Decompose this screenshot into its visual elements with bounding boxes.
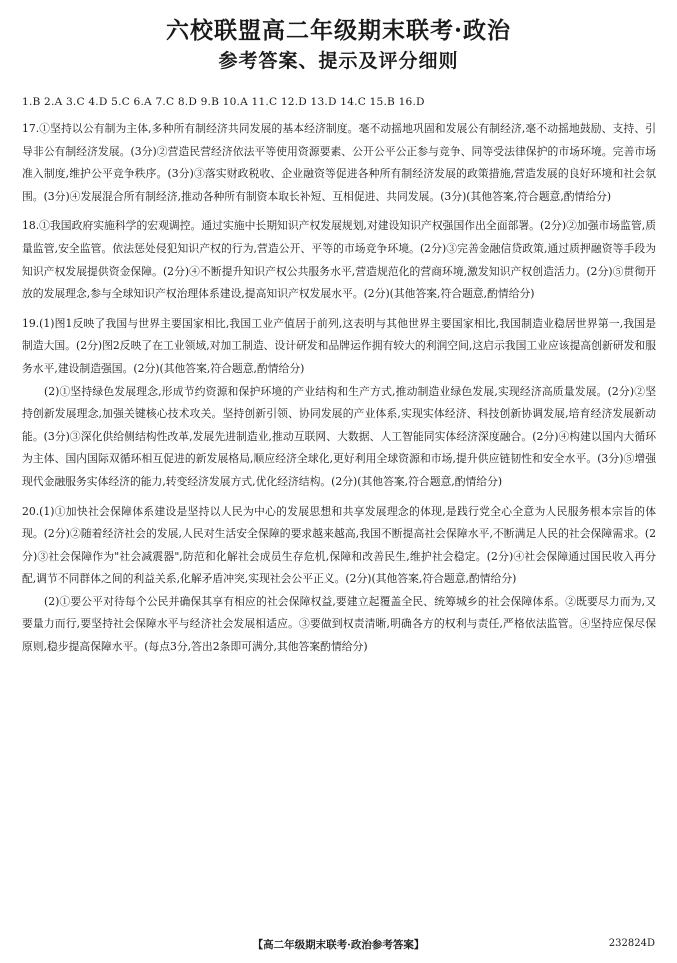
answer-q19-part2: (2)①坚持绿色发展理念,形成节约资源和保护环境的产业结构和生产方式,推动制造业绿色发展,实现经济高质量发展。(2分)②坚持创新发展理念,加强关键核心技术攻关。坚持创新引领、协同发展的产业体系,实现实体经济、科技创新协调发展,培育经济发展新动能。(3分)③深化供给侧结构性改革,发展先进制造业,推动互联网、大数据、人工智能同实体经济深度融合。(2分)④构建以国内大循环为主体、国内国际双循环相互促进的新发展格局,顺应经济全球化,更好利用全球资源和市场,提升供应链韧性和安全水平。(3分)⑤增强现代金融服务实体经济的能力,转变经济发展方式,优化经济结构。(2分)(其他答案,符合题意,酌情给分) (22, 384, 656, 488)
answer-q19-part1: 19.(1)图1反映了我国与世界主要国家相比,我国工业产值居于前列,这表明与其他世界主要国家相比,我国制造业稳居世界第一,我国是制造大国。(2分)图2反映了在工业领域,对加工制造、设计研发和品牌运作拥有较大的利润空间,这启示我国工业应该提高创新研发和服务水平,建设制造强国。(2分)(其他答案,符合题意,酌情给分) (22, 316, 656, 375)
answer-q20-part1: 20.(1)①加快社会保障体系建设是坚持以人民为中心的发展思想和共享发展理念的体现,是践行党全心全意为人民服务根本宗旨的体现。(2分)②随着经济社会的发展,人民对生活安全保障的要求越来越高,我国不断提高社会保障水平,不断满足人民的社会保障需求。(2分)③社会保障作为"社会减震器",防范和化解社会成员生存危机,保障和改善民生,维护社会稳定。(2分)④社会保障通过国民收入再分配,调节不同群体之间的利益关系,化解矛盾冲突,实现社会公平正义。(2分)(其他答案,符合题意,酌情给分) (22, 504, 656, 586)
answer-q20-part2: (2)①要公平对待每个公民并确保其享有相应的社会保障权益,要建立起覆盖全民、统筹城乡的社会保障体系。②既要尽力而为,又要量力而行,要坚持社会保障水平与经济社会发展相适应。③要做到权责清晰,明确各方的权利与责任,严格依法监管。④坚持应保尽保原则,稳步提高保障水平。(每点3分,答出2条即可满分,其他答案酌情给分) (22, 594, 656, 654)
multiple-choice-answers: 1.B 2.A 3.C 4.D 5.C 6.A 7.C 8.D 9.B 10.A 11.C 12.D 13.D 14.C 15.B 16.D (22, 96, 425, 108)
answer-section (22, 118, 656, 659)
answer-q17: 17.①坚持以公有制为主体,多种所有制经济共同发展的基本经济制度。毫不动摇地巩固和发展公有制经济,毫不动摇地鼓励、支持、引导非公有制经济发展。(3分)②营造民营经济依法平等使用资源要素、公开公平公正参与竞争、同等受法律保护的市场环境。完善市场准入制度,维护公平竞争秩序。(3分)③落实财政税收、企业融资等促进各种所有制经济发展的政策措施,营造发展的良好环境和社会氛围。(3分)④发展混合所有制经济,推动各种所有制资本取长补短、互相促进、共同发展。(3分)(其他答案,符合题意,酌情给分) (22, 122, 656, 203)
document-code: 232824D (608, 938, 655, 949)
page-title: 六校联盟高二年级期末联考·政治 (165, 17, 511, 44)
answer-q20 (22, 501, 656, 659)
footer-label: 【高二年级期末联考·政治参考答案】 (252, 939, 425, 951)
answer-q19 (22, 313, 656, 494)
answer-q18: 18.①我国政府实施科学的宏观调控。通过实施中长期知识产权发展规划,对建设知识产权强国作出全面部署。(2分)②加强市场监管,质量监管,安全监管。依法惩处侵犯知识产权的行为,营造公开、平等的市场竞争环境。(2分)③完善金融信贷政策,通过质押融资等手段为知识产权发展提供资金保障。(2分)④不断提升知识产权公共服务水平,营造规范化的营商环境,激发知识产权创造活力。(2分)⑤贯彻开放的发展理念,参与全球知识产权治理体系建设,提高知识产权发展水平。(2分)(其他答案,符合题意,酌情给分) (22, 219, 656, 301)
page-subtitle: 参考答案、提示及评分细则 (218, 50, 459, 72)
